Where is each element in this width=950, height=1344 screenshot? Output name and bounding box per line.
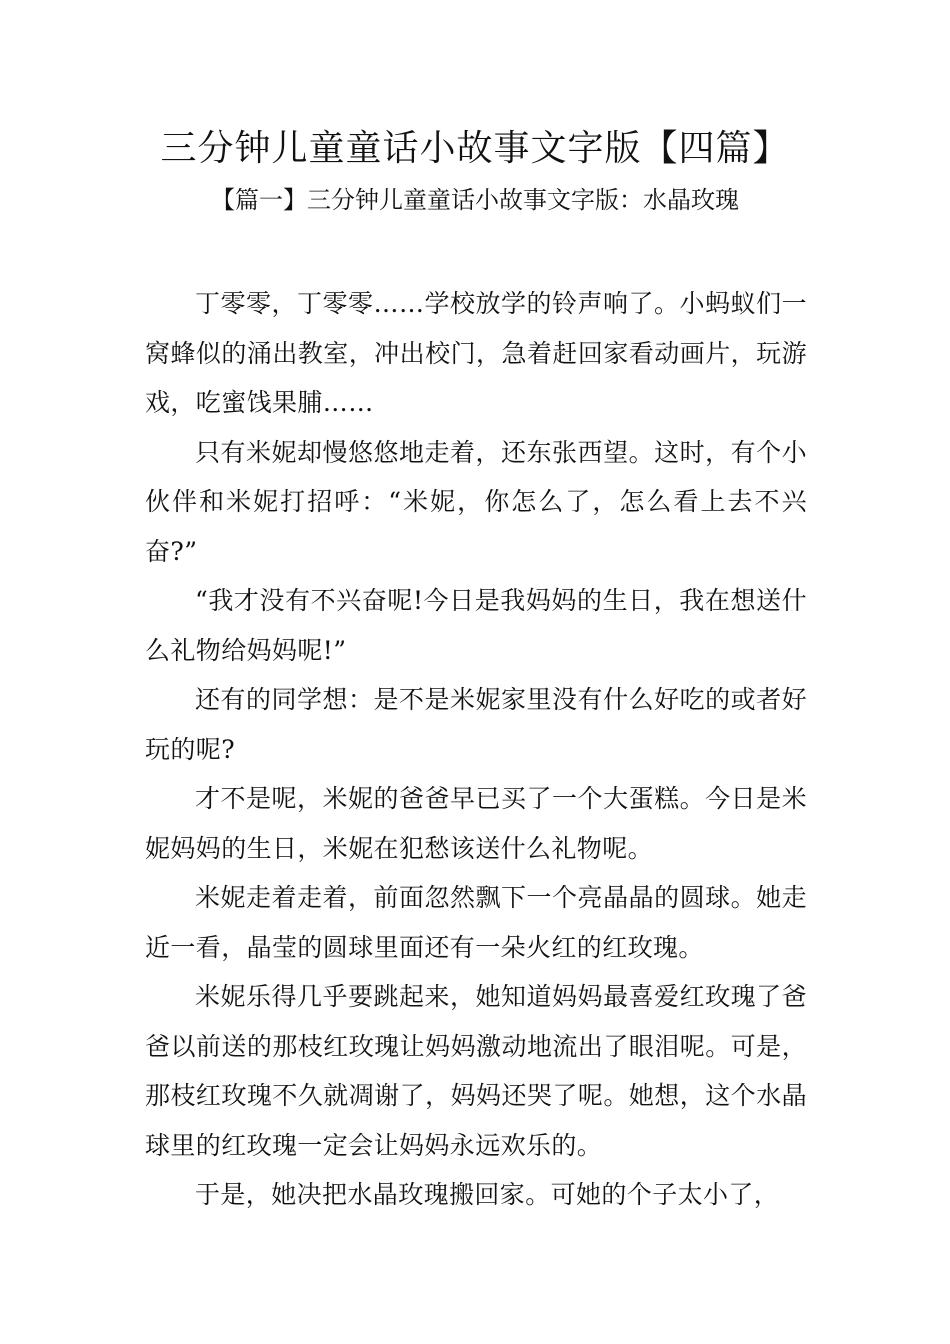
document-subtitle: 【篇一】三分钟儿童童话小故事文字版：水晶玫瑰	[211, 186, 739, 214]
paragraph: 丁零零，丁零零……学校放学的铃声响了。小蚂蚁们一窝蜂似的涌出教室，冲出校门，急着赶回家看动画片，玩游戏，吃蜜饯果脯……	[145, 289, 807, 417]
paragraph: 米妮乐得几乎要跳起来，她知道妈妈最喜爱红玫瑰了爸爸以前送的那枝红玫瑰让妈妈激动地流出了眼泪呢。可是，那枝红玫瑰不久就凋谢了，妈妈还哭了呢。她想，这个水晶球里的红玫瑰一定会让妈妈永远欢乐的。	[145, 982, 807, 1160]
paragraph: “我才没有不兴奋呢!今日是我妈妈的生日，我在想送什么礼物给妈妈呢!”	[145, 586, 807, 665]
paragraph: 只有米妮却慢悠悠地走着，还东张西望。这时，有个小伙伴和米妮打招呼：“米妮，你怎么了，怎么看上去不兴奋?”	[145, 437, 807, 566]
document-title: 三分钟儿童童话小故事文字版【四篇】	[160, 128, 790, 169]
paragraph: 还有的同学想：是不是米妮家里没有什么好吃的或者好玩的呢?	[145, 685, 807, 764]
paragraph: 才不是呢，米妮的爸爸早已买了一个大蛋糕。今日是米妮妈妈的生日，米妮在犯愁该送什么礼物呢。	[145, 784, 807, 863]
paragraph: 米妮走着走着，前面忽然飘下一个亮晶晶的圆球。她走近一看，晶莹的圆球里面还有一朵火红的红玫瑰。	[145, 883, 807, 962]
paragraph: 于是，她决把水晶玫瑰搬回家。可她的个子太小了，	[195, 1180, 780, 1209]
document-body	[145, 279, 807, 1220]
